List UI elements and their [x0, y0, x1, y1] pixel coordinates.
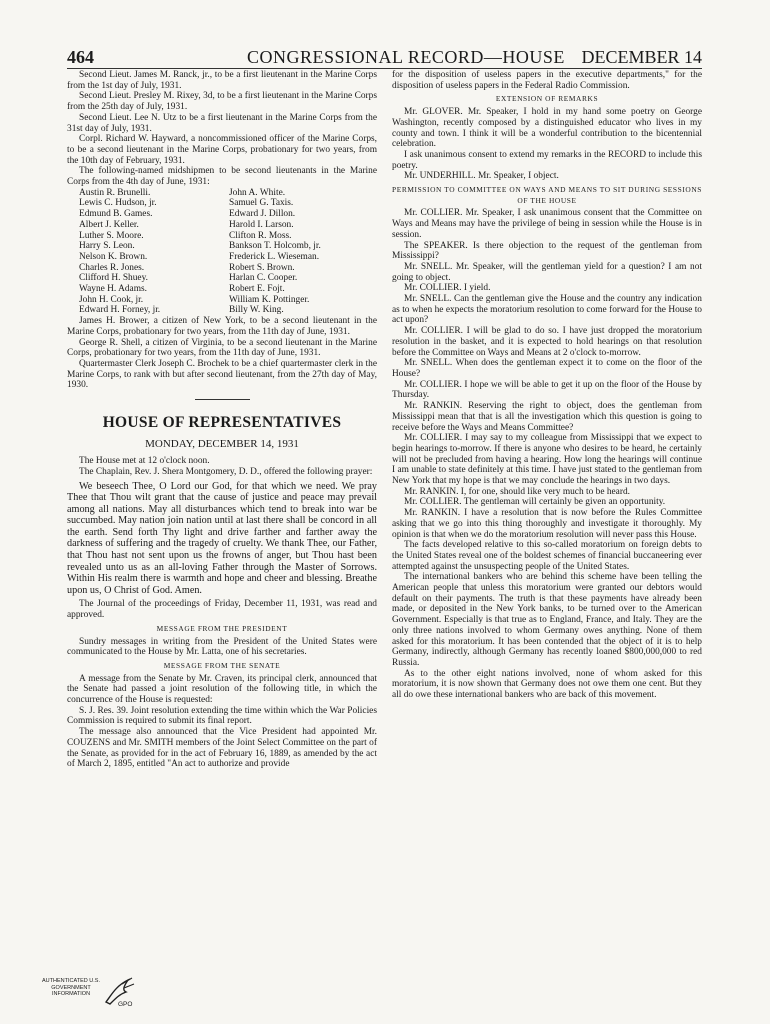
paragraph: Mr. COLLIER. Mr. Speaker, I ask unanimous consent that the Committee on Ways and Means may have the privilege of being in session while the House is in session. — [392, 208, 702, 240]
name-entry: John H. Cook, jr. — [79, 294, 144, 305]
name-entry: Billy W. King. — [229, 305, 284, 316]
paragraph: Second Lieut. James M. Ranck, jr., to be a first lieutenant in the Marine Corps from the 1st day of July, 1931. — [67, 70, 377, 91]
paragraph: Mr. COLLIER. The gentleman will certainly be given an opportunity. — [404, 497, 666, 508]
name-entry: Clifford H. Shuey. — [79, 273, 149, 284]
name-entry: Frederick L. Wieseman. — [229, 251, 320, 262]
prayer: We beseech Thee, O Lord our God, for that which we need. We pray Thee that Thou wilt grant that the cause of justice and peace may prevail among all nations. May all disturbances which tend to break into war be succumbed. May nation join nation until at last there shall be concord in all the earth. Send forth Thy light and drive farther and farther away the darkness of suffering and the tragedy of cruelty. We thank Thee, our Father, that Thou hast not sent upon us the frowns of anger, but Thou hast been revealed unto us as an all-loving Father through the Master of Sorrows. Within His realm there is warmth and hope and cheer and blessing. Breathe upon us, O Christ of God. Amen. — [67, 480, 377, 596]
paragraph: The Journal of the proceedings of Friday, December 11, 1931, was read and approved. — [67, 599, 377, 621]
name-entry: Edmund B. Games. — [79, 209, 153, 220]
paragraph: Mr. SNELL. Can the gentleman give the House and the country any indication as to when he expects the moratorium resolution to come forward for the House to act upon? — [392, 294, 702, 326]
paragraph: Mr. COLLIER. I will be glad to do so. I have just dropped the moratorium resolution in the basket, and it is expected to hold hearings on that resolution before the Committee on Ways and Means at 2 o'clock to-morrow. — [392, 326, 702, 358]
name-entry: Robert S. Brown. — [229, 262, 295, 273]
name-entry: Robert E. Fojt. — [229, 284, 285, 295]
section-heading: PERMISSION TO COMMITTEE ON WAYS AND MEANS TO SIT DURING SESSIONS OF THE HOUSE — [392, 185, 702, 205]
paragraph: Quartermaster Clerk Joseph C. Brochek to be a chief quartermaster clerk in the Marine Corps, to rank with but after second lieutenant, from the 27th day of May, 1930. — [67, 358, 377, 391]
gpo-mark: GPO — [118, 1001, 133, 1008]
paragraph: Second Lieut. Presley M. Rixey, 3d, to be a first lieutenant in the Marine Corps from the 25th day of July, 1931. — [67, 91, 377, 113]
name-entry: Austin R. Brunelli. — [79, 187, 151, 198]
paragraph: Second Lieut. Lee N. Utz to be a first lieutenant in the Marine Corps from the 31st day of July, 1931. — [67, 112, 377, 134]
paragraph: S. J. Res. 39. Joint resolution extending the time within which the War Policies Commission is required to submit its final report. — [67, 705, 377, 727]
name-entry: William K. Pottinger. — [229, 294, 310, 305]
paragraph: The international bankers who are behind this scheme have been telling the American people that unless this moratorium were granted our debtors would default on their payments. The truth is that these payments have already been made, or deposited in the New York banks, to be turned over to the American Government. Especially is that true as to England, France, and Italy. They are the only three nations involved to whom Germany owes anything. None of them asked for this moratorium. It has been contended that the object of it is to help Germany, indirectly, although Germany has recently loaned $800,000,000 to red Russia. — [392, 572, 702, 668]
paragraph: The following-named midshipmen to be second lieutenants in the Marine Corps from the 4th day of June, 1931: — [67, 166, 377, 188]
paragraph: Mr. COLLIER. I yield. — [404, 283, 491, 294]
left-column — [67, 70, 377, 770]
authentication-text: AUTHENTICATED U.S. GOVERNMENT INFORMATION — [42, 978, 100, 997]
paragraph: A message from the Senate by Mr. Craven, its principal clerk, announced that the Senate had passed a joint resolution of the following title, in which the concurrence of the House is requested: — [67, 673, 377, 706]
section-heading: MESSAGE FROM THE SENATE — [163, 660, 281, 670]
paragraph: Mr. COLLIER. I may say to my colleague from Mississippi that we expect to begin hearings to-morrow. If there is anyone who desires to be heard, he certainly will not be precluded from having a hearing. How long the hearings will continue I am unable to state definitely at this time. I have just stated to the gentleman from New York that my hope is that we may conclude the hearings in two days. — [392, 433, 702, 487]
paragraph: Mr. GLOVER. Mr. Speaker, I hold in my hand some poetry on George Washington, recently composed by a distinguished educator who lives in my county and town. I think it will be a wonderful contribution to the bicentennial celebration. — [392, 107, 702, 150]
name-entry: Luther S. Moore. — [79, 230, 144, 241]
name-entry: Harlan C. Cooper. — [229, 273, 298, 284]
name-entry: Wayne H. Adams. — [79, 284, 147, 295]
name-entry: Edward J. Dillon. — [229, 209, 296, 220]
section-heading: MESSAGE FROM THE PRESIDENT — [156, 623, 288, 633]
right-column — [392, 70, 702, 701]
name-entry: Bankson T. Holcomb, jr. — [229, 241, 321, 252]
paragraph: The facts developed relative to this so-called moratorium on foreign debts to the United States reveal one of the boldest schemes of financial buccaneering ever attempted against the unsuspecting people of the United States. — [392, 540, 702, 572]
paragraph: Mr. RANKIN. I have a resolution that is now before the Rules Committee asking that we go into this thing thoroughly and investigate it thoroughly. My opinion is that when we do the moratorium resolution will never pass this House. — [392, 508, 702, 540]
paragraph: George R. Shell, a citizen of Virginia, to be a second lieutenant in the Marine Corps, probationary for two years, from the 11th day of June, 1931. — [67, 337, 377, 359]
name-entry: Albert J. Keller. — [79, 219, 139, 230]
divider — [195, 399, 250, 400]
name-entry: Harold I. Larson. — [229, 219, 294, 230]
name-entry: Harry S. Leon. — [79, 241, 135, 252]
paragraph: Mr. UNDERHILL. Mr. Speaker, I object. — [404, 171, 559, 182]
section-title: HOUSE OF REPRESENTATIVES — [102, 414, 342, 432]
name-entry: Lewis C. Hudson, jr. — [79, 198, 157, 209]
paragraph: The Chaplain, Rev. J. Shera Montgomery, D. D., offered the following prayer: — [79, 466, 373, 477]
paragraph: Mr. SNELL. Mr. Speaker, will the gentleman yield for a question? I am not going to object. — [392, 261, 702, 283]
paragraph: Corpl. Richard W. Hayward, a noncommissioned officer of the Marine Corps, to be a second lieutenant in the Marine Corps, probationary for two years, from the 10th day of February, 1931. — [67, 134, 377, 166]
page-number: 464 — [67, 47, 94, 67]
paragraph: Sundry messages in writing from the President of the United States were communicated to the House by Mr. Latta, one of his secretaries. — [67, 636, 377, 658]
paragraph: Mr. RANKIN. Reserving the right to object, does the gentleman from Mississippi mean that that is all the investigation which this question is going to receive before the Ways and Means Committee? — [392, 401, 702, 433]
paragraph: Mr. RANKIN. I, for one, should like very much to be heard. — [404, 486, 630, 497]
name-entry: Clifton R. Moss. — [229, 230, 292, 241]
running-title: CONGRESSIONAL RECORD—HOUSE — [247, 47, 565, 67]
page-header — [67, 46, 702, 69]
session-date: MONDAY, DECEMBER 14, 1931 — [145, 438, 299, 451]
gpo-authentication-logo — [40, 974, 150, 1014]
header-date: DECEMBER 14 — [581, 47, 702, 67]
midshipmen-list — [79, 188, 377, 316]
name-entry: Nelson K. Brown. — [79, 251, 148, 262]
paragraph: I ask unanimous consent to extend my remarks in the RECORD to include this poetry. — [392, 149, 702, 171]
paragraph: The House met at 12 o'clock noon. — [79, 456, 210, 467]
paragraph: James H. Brower, a citizen of New York, to be a second lieutenant in the Marine Corps, probationary for two years, from the 11th day of June, 1931. — [67, 316, 377, 337]
paragraph: As to the other eight nations involved, none of whom asked for this moratorium, it is now shown that Germany does not owe them one cent. But they all do owe these international bankers who are back of this movement. — [392, 668, 702, 701]
name-entry: Charles R. Jones. — [79, 262, 145, 273]
paragraph: Mr. SNELL. When does the gentleman expect it to come on the floor of the House? — [392, 358, 702, 379]
name-entry: Edward H. Forney, jr. — [79, 305, 161, 316]
section-heading: EXTENSION OF REMARKS — [495, 94, 599, 104]
name-entry: John A. White. — [229, 187, 286, 198]
paragraph: The message also announced that the Vice President had appointed Mr. COUZENS and Mr. SMITH members of the Joint Select Committee on the part of the Senate, as provided for in the act of February 16, 1889, as amended by the act of March 2, 1895, entitled "An act to authorize and provide — [67, 727, 377, 770]
paragraph: for the disposition of useless papers in the executive departments," for the disposition of useless papers in the Federal Radio Commission. — [392, 70, 702, 91]
paragraph: The SPEAKER. Is there objection to the request of the gentleman from Mississippi? — [392, 240, 702, 262]
name-entry: Samuel G. Taxis. — [229, 198, 294, 209]
paragraph: Mr. COLLIER. I hope we will be able to get it up on the floor of the House by Thursday. — [392, 379, 702, 401]
